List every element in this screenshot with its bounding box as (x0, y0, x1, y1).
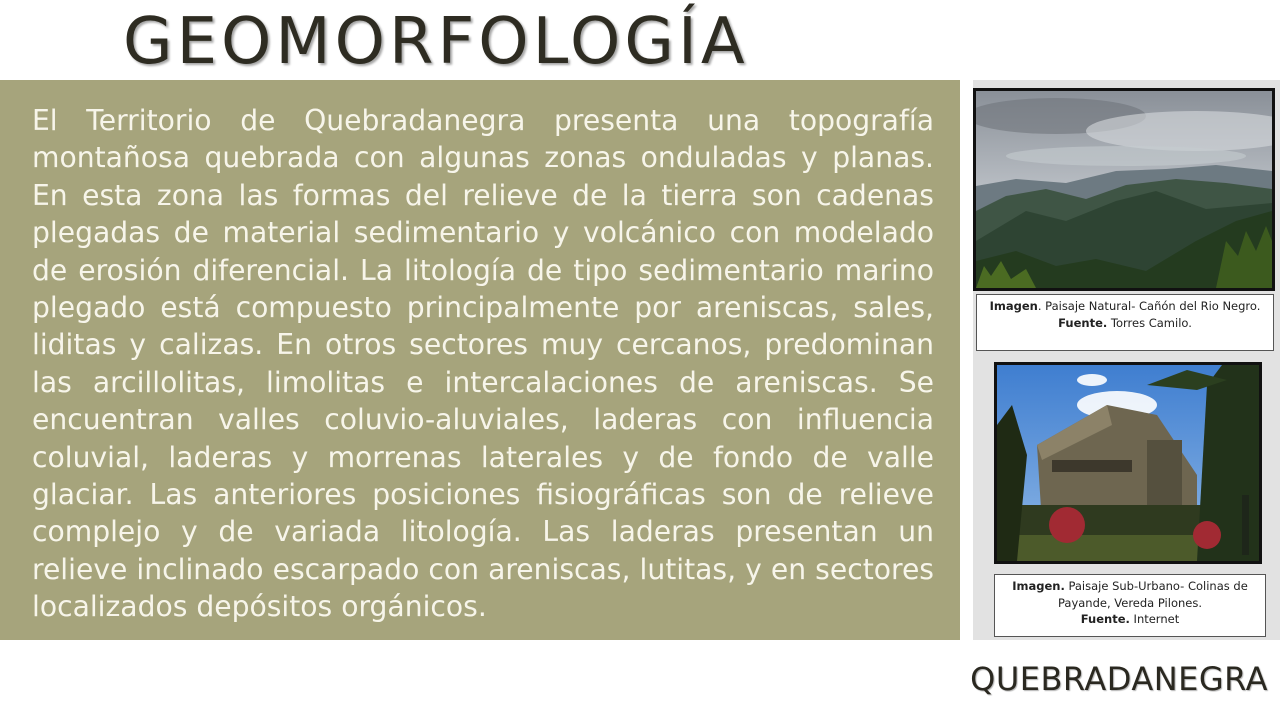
caption-source-text: Torres Camilo. (1107, 315, 1192, 330)
caption-source-text: Internet (1129, 612, 1180, 626)
suburban-house-photo (994, 362, 1262, 564)
caption-image-text: Paisaje Sub-Urbano- Colinas de Payande, Vereda Pilones. (1057, 579, 1248, 610)
caption-image-label: Imagen. (1012, 579, 1065, 593)
page-title: GEOMORFOLOGÍA (123, 5, 749, 79)
caption-image-label: Imagen (989, 299, 1038, 313)
caption-house (994, 574, 1266, 637)
caption-source-label: Fuente. (1058, 315, 1108, 330)
body-paragraph: El Territorio de Quebradanegra presenta una topografía montañosa quebrada con algunas zonas onduladas y planas. En esta zona las formas del relieve de la tierra son cadenas plegadas de material sedimentario y volcánico con modelado de erosión diferencial. La litología de tipo sedimentario marino plegado está compuesto principalmente por areniscas, sales, liditas y calizas. En otros sectores muy cercanos, predominan las arcillolitas, limolitas e intercalaciones de areniscas. Se encuentran valles coluvio-aluviales, laderas con influencia coluvial, laderas y morrenas laterales y de fondo de valle glaciar. Las anteriores posiciones fisiográficas son de relieve complejo y de variada litología. Las laderas presentan un relieve inclinado escarpado con areniscas, lutitas, y en sectores localizados depósitos orgánicos. (32, 104, 934, 624)
caption-source-label: Fuente. (1080, 612, 1130, 626)
canyon-landscape-photo (973, 88, 1275, 291)
footer-location-label: QUEBRADANEGRA (970, 660, 1268, 698)
caption-canyon (976, 294, 1274, 351)
caption-image-text: . Paisaje Natural- Cañón del Rio Negro. (1037, 299, 1261, 313)
